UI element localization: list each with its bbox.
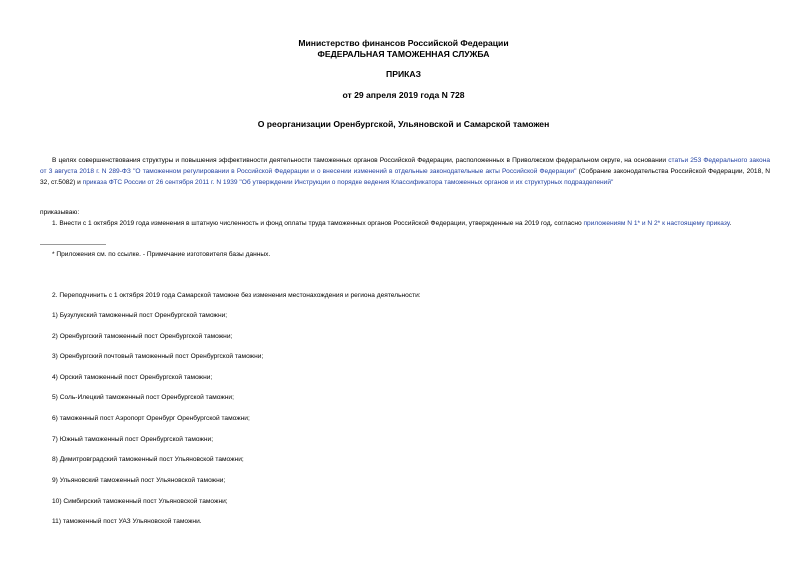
appendix-link[interactable]: приложениям N 1* и N 2* к настоящему приказу bbox=[583, 220, 730, 227]
list-item: 9) Ульяновский таможенный пост Ульяновской таможни; bbox=[52, 477, 226, 484]
document-type: ПРИКАЗ bbox=[386, 69, 421, 79]
list-item: 2) Оренбургский таможенный пост Оренбургской таможни; bbox=[52, 333, 233, 340]
service-name: ФЕДЕРАЛЬНАЯ ТАМОЖЕННАЯ СЛУЖБА bbox=[317, 49, 490, 59]
document-date: от 29 апреля 2019 года N 728 bbox=[342, 90, 465, 100]
list-item: 7) Южный таможенный пост Оренбургской таможни; bbox=[52, 436, 214, 443]
list-item: 3) Оренбургский почтовый таможенный пост Оренбургской таможни; bbox=[52, 353, 264, 360]
preamble-text-1: В целях совершенствования структуры и повышения эффективности деятельности таможенных органов Российской Федерации, расположенных в Приволжском федеральном округе, на основании bbox=[52, 157, 669, 164]
preamble-paragraph bbox=[40, 155, 770, 188]
order-link[interactable]: приказа ФТС России от 26 сентября 2011 г. N 1939 "Об утверждении Инструкции о порядке ведения Классификатора таможенных органов и их структурных подразделений" bbox=[82, 179, 614, 186]
order-word: приказываю: bbox=[40, 209, 80, 216]
list-item: 5) Соль-Илецкий таможенный пост Оренбургской таможни; bbox=[52, 394, 234, 401]
list-item: 10) Симбирский таможенный пост Ульяновской таможни; bbox=[52, 498, 228, 505]
list-item: 4) Орский таможенный пост Оренбургской таможни; bbox=[52, 374, 213, 381]
list-item: 8) Димитровградский таможенный пост Ульяновской таможни; bbox=[52, 456, 244, 463]
document-title: О реорганизации Оренбургской, Ульяновской и Самарской таможен bbox=[257, 119, 550, 129]
preamble-text-2: (Собрание законодательства Российской Федерации, 2018, N 32, ст.5082) и bbox=[40, 168, 770, 186]
list-item: 6) таможенный пост Аэропорт Оренбург Оренбургской таможни; bbox=[52, 415, 250, 422]
item-2: 2. Переподчинить с 1 октября 2019 года Самарской таможне без изменения местонахождения и региона деятельности: bbox=[52, 292, 421, 299]
list-item: 11) таможенный пост УАЗ Ульяновской таможни. bbox=[52, 518, 202, 525]
item-1-text: 1. Внести с 1 октября 2019 года изменения в штатную численность и фонд оплаты труда таможенных органов Российской Федерации, утвержденные на 2019 год, согласно bbox=[52, 220, 584, 227]
ministry-name: Министерство финансов Российской Федерации bbox=[298, 38, 509, 48]
footnote-separator bbox=[40, 244, 106, 245]
item-1-end: . bbox=[729, 220, 732, 227]
list-item: 1) Бузулукский таможенный пост Оренбургской таможни; bbox=[52, 312, 228, 319]
footnote: * Приложения см. по ссылке. - Примечание изготовителя базы данных. bbox=[52, 251, 271, 258]
law-link[interactable]: статьи 253 Федерального закона от 3 августа 2018 г. N 289-ФЗ "О таможенном регулировании в Российской Федерации и о внесении изменений в отдельные законодательные акты Российской Федерации" bbox=[40, 157, 770, 175]
item-1-paragraph bbox=[40, 218, 770, 229]
